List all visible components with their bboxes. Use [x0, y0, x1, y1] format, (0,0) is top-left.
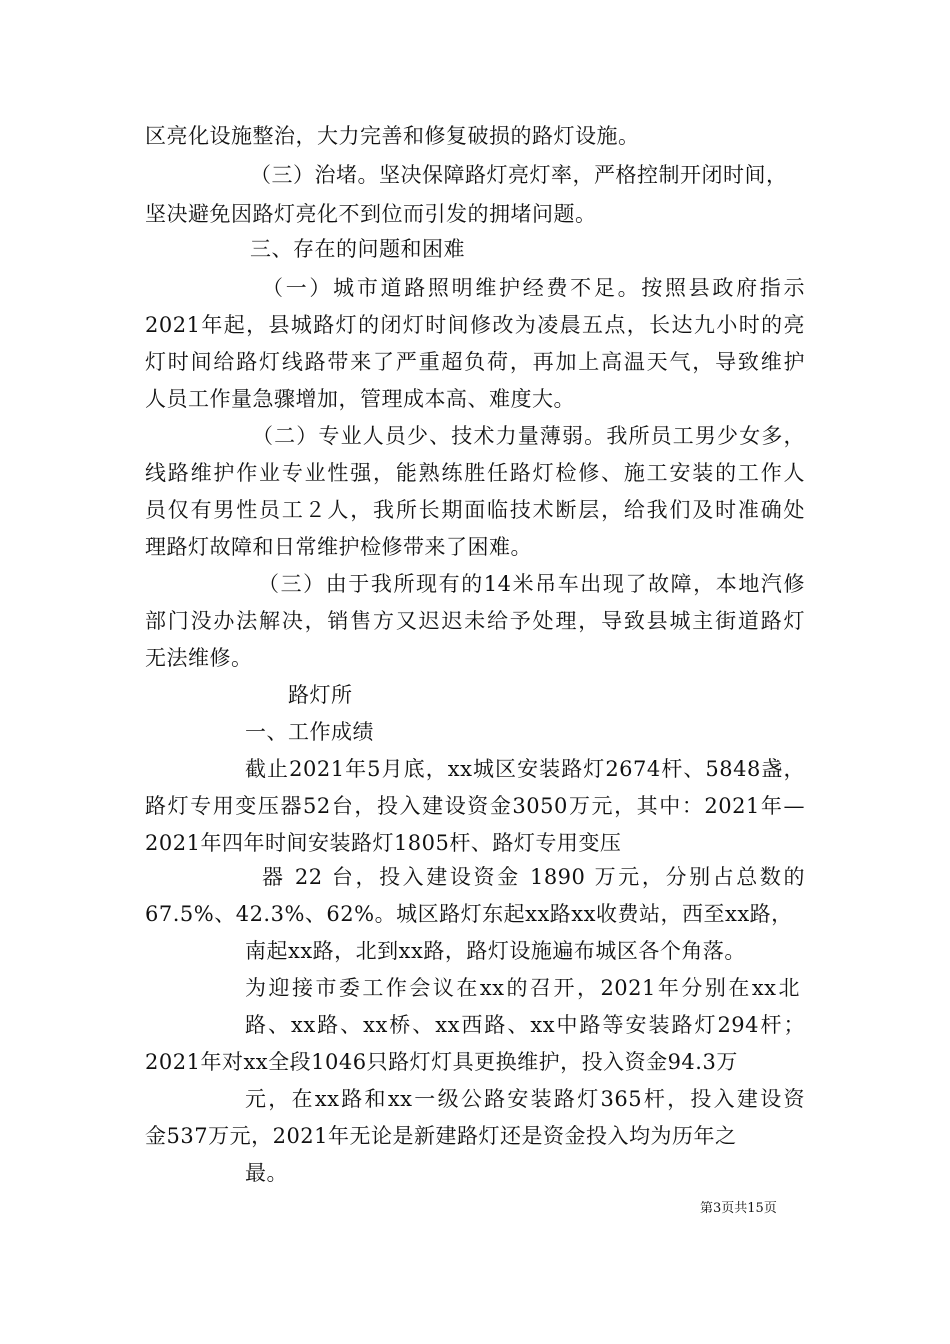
signature-line: 路灯所: [288, 683, 353, 707]
paragraph-line: 截止2021年5月底，xx城区安装路灯2674杆、5848盏，: [245, 757, 805, 781]
section-heading: 一、工作成绩: [245, 720, 374, 744]
paragraph-line: 员仅有男性员工２人，我所长期面临技术断层，给我们及时准确处: [145, 498, 805, 522]
paragraph-line: 器 22 台，投入建设资金 1890 万元，分别占总数的: [262, 865, 805, 889]
paragraph-line: 部门没办法解决，销售方又迟迟未给予处理，导致县城主街道路灯: [145, 609, 805, 633]
paragraph-line: 无法维修。: [145, 646, 253, 670]
paragraph-line: 2021年四年时间安装路灯1805杆、路灯专用变压: [145, 831, 622, 855]
paragraph-line: 线路维护作业专业性强，能熟练胜任路灯检修、施工安装的工作人: [145, 461, 805, 485]
paragraph-line: 最。: [245, 1161, 288, 1185]
paragraph-line: 理路灯故障和日常维护检修带来了困难。: [145, 535, 532, 559]
paragraph-line: （二）专业人员少、技术力量薄弱。我所员工男少女多，: [252, 424, 805, 448]
paragraph-line: 南起xx路，北到xx路，路灯设施遍布城区各个角落。: [245, 939, 746, 963]
paragraph-line: 区亮化设施整治，大力完善和修复破损的路灯设施。: [145, 124, 640, 148]
paragraph-line: 为迎接市委工作会议在xx的召开，2021年分别在xx北: [245, 976, 800, 1000]
paragraph-line: （三）由于我所现有的14米吊车出现了故障，本地汽修: [258, 572, 805, 596]
paragraph-line: 人员工作量急骤增加，管理成本高、难度大。: [145, 387, 575, 411]
paragraph-line: 坚决避免因路灯亮化不到位而引发的拥堵问题。: [145, 202, 597, 226]
paragraph-line: 67.5%、42.3%、62%。城区路灯东起xx路xx收费站，西至xx路，: [145, 902, 793, 926]
section-heading: 三、存在的问题和困难: [250, 237, 465, 261]
paragraph-line: 路、xx路、xx桥、xx西路、xx中路等安装路灯294杆；: [245, 1013, 805, 1037]
paragraph-line: 路灯专用变压器52台，投入建设资金3050万元，其中：2021年—: [145, 794, 805, 818]
paragraph-line: （三）治堵。坚决保障路灯亮灯率，严格控制开闭时间，: [250, 163, 788, 187]
paragraph-line: 灯时间给路灯线路带来了严重超负荷，再加上高温天气，导致维护: [145, 350, 805, 374]
paragraph-line: 2021年对xx全段1046只路灯灯具更换维护，投入资金94.3万: [145, 1050, 738, 1074]
paragraph-line: （一）城市道路照明维护经费不足。按照县政府指示: [262, 276, 805, 300]
paragraph-line: 金537万元，2021年无论是新建路灯还是资金投入均为历年之: [145, 1124, 737, 1148]
page-indicator: 第3页共15页: [700, 1201, 777, 1216]
paragraph-line: 2021年起，县城路灯的闭灯时间修改为凌晨五点，长达九小时的亮: [145, 313, 805, 337]
paragraph-line: 元，在xx路和xx一级公路安装路灯365杆，投入建设资: [245, 1087, 805, 1111]
